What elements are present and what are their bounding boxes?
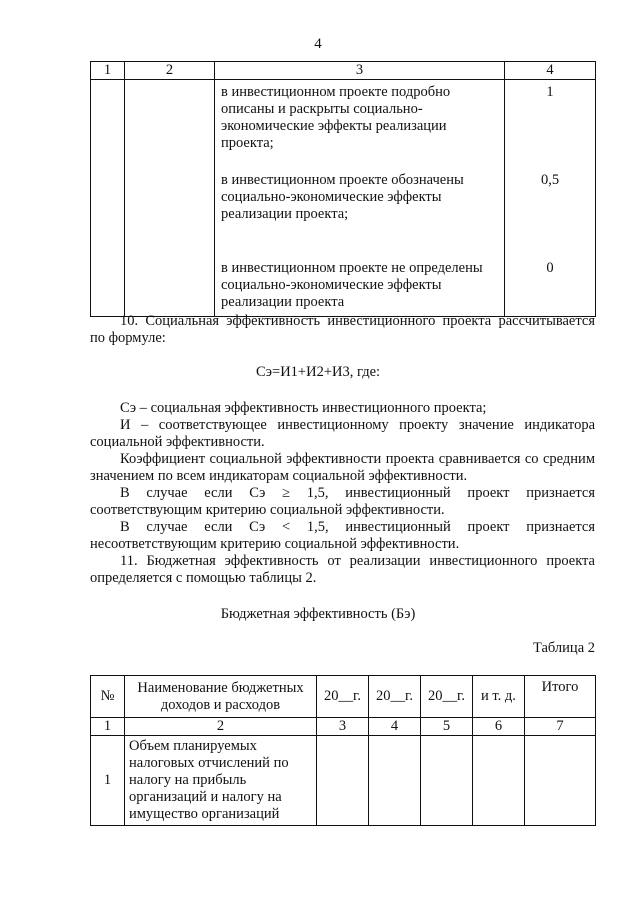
option-score: 1 [546, 84, 554, 100]
table1-header-cell: 4 [505, 62, 596, 80]
table2-header-cell: № [91, 676, 125, 718]
table2-number-cell: 1 [91, 718, 125, 736]
table2-header-row [91, 676, 596, 718]
table1-header-cell: 1 [91, 62, 125, 80]
table2-header-cell: 20__г. [317, 676, 369, 718]
paragraph-11: 11. Бюджетная эффективность от реализации инвестиционного проекта определяется с помощью таблицы 2. [90, 553, 595, 586]
budget-effect-table [90, 675, 596, 826]
table2-number-cell: 4 [369, 718, 421, 736]
page-number: 4 [314, 36, 322, 52]
option-text: в инвестиционном проекте не определены социально-экономические эффекты реализации проекта [221, 260, 483, 310]
table-row [91, 736, 596, 826]
table2-caption: Бюджетная эффективность (Бэ) [220, 606, 416, 622]
formula: Сэ=И1+И2+И3, где: [255, 364, 381, 380]
empty-cell [473, 736, 525, 826]
table1-empty-cell [125, 80, 215, 317]
table2-number-row [91, 718, 596, 736]
table2-header-cell: Итого [525, 676, 596, 718]
table1-empty-cell [91, 80, 125, 317]
option-text: в инвестиционном проекте обозначены социально-экономические эффекты реализации проекта; [221, 172, 464, 222]
definition-c: Сэ – социальная эффективность инвестиционного проекта; [120, 400, 487, 416]
empty-cell [525, 736, 596, 826]
table2-number-cell: 2 [125, 718, 317, 736]
table1-header-cell: 2 [125, 62, 215, 80]
empty-cell [421, 736, 473, 826]
social-effect-table [90, 61, 596, 317]
table1-body-row [91, 80, 596, 317]
case-below: В случае если Сэ < 1,5, инвестиционный проект признается несоответствующим критерию социальной эффективности. [90, 519, 595, 552]
table1-header-cell: 3 [215, 62, 505, 80]
empty-cell [369, 736, 421, 826]
table2-number-cell: 7 [525, 718, 596, 736]
row-number: 1 [91, 736, 125, 826]
table1-options-cell [215, 80, 505, 317]
table2-number-cell: 6 [473, 718, 525, 736]
table1-scores-cell [505, 80, 596, 317]
table2-label: Таблица 2 [532, 640, 595, 656]
definition-i: И – соответствующее инвестиционному проекту значение индикатора социальной эффективности. [90, 417, 595, 450]
option-score: 0 [546, 260, 554, 276]
table2-header-cell: и т. д. [473, 676, 525, 718]
table2-number-cell: 5 [421, 718, 473, 736]
table2-number-cell: 3 [317, 718, 369, 736]
row-name: Объем планируемых налоговых отчислений по налогу на прибыль организаций и налогу на имущество организаций [125, 736, 317, 826]
table2-header-cell: 20__г. [369, 676, 421, 718]
table2-header-cell: Наименование бюджетных доходов и расходов [125, 676, 317, 718]
option-score: 0,5 [540, 172, 560, 188]
paragraph-10: 10. Социальная эффективность инвестиционного проекта рассчитывается по формуле: [90, 313, 595, 346]
table1-header-row [91, 62, 596, 80]
empty-cell [317, 736, 369, 826]
case-above: В случае если Сэ ≥ 1,5, инвестиционный проект признается соответствующим критерию социальной эффективности. [90, 485, 595, 518]
option-text: в инвестиционном проекте подробно описаны и раскрыты социально-экономические эффекты реализации проекта; [221, 84, 451, 151]
table2-header-cell: 20__г. [421, 676, 473, 718]
coefficient-text: Коэффициент социальной эффективности проекта сравнивается со средним значением по всем индикаторам социальной эффективности. [90, 451, 595, 484]
